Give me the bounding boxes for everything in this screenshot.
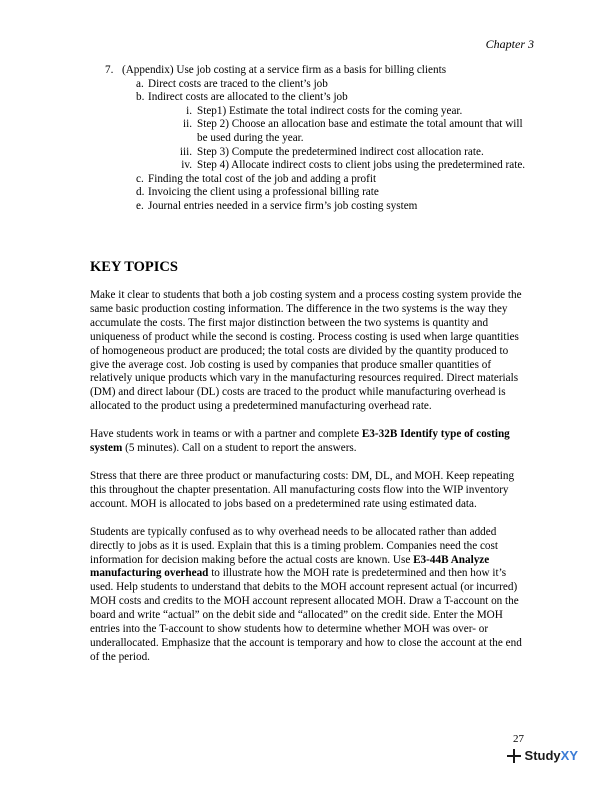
brand-logo (507, 748, 578, 763)
page-number: 27 (513, 733, 524, 745)
paragraph-text: to illustrate how the MOH rate is predetermined and then how it’s used. Help students to understand that debits to the MOH account represent actual (or incurred) MOH costs and credits to the MOH account represent allocated MOH. Draw a T-account on the board and write “actual” on the debit side and “allocated” on the credit side. Enter the MOH entries into the T-account to show students how to determine whether MOH was over- or underallocated. Emphasize that the account is temporary and how to close the account at the end of the period. (90, 567, 522, 663)
outline-text: Direct costs are traced to the client’s job (148, 77, 328, 90)
outline-item (90, 200, 530, 214)
outline-text: (Appendix) Use job costing at a service firm as a basis for billing clients (122, 64, 447, 76)
outline-marker: 7. (105, 64, 114, 76)
outline-item (90, 64, 530, 78)
outline-text: Journal entries needed in a service firm’s job costing system (148, 199, 418, 212)
paragraph-text: (5 minutes). Call on a student to report the answers. (122, 442, 357, 455)
outline-marker: ii. (182, 118, 192, 131)
outline-item (90, 78, 530, 92)
outline-item (90, 105, 530, 119)
chapter-header: Chapter 3 (485, 37, 534, 51)
paragraph-text: Students are typically confused as to why overhead needs to be allocated rather than added directly to jobs as it is used. Explain that this is a timing problem. Companies need the cost information for decision making before the actual costs are known. Use (90, 525, 498, 566)
exercise-reference: E3-32B Identify type of costing system (90, 428, 510, 455)
outline-marker: iii. (179, 145, 192, 158)
topic-outline (90, 64, 530, 214)
outline-text: Step 4) Allocate indirect costs to client jobs using the predetermined rate. (197, 159, 526, 172)
exercise-reference: E3-44B Analyze manufacturing overhead (90, 553, 490, 580)
outline-marker: a. (136, 77, 144, 90)
brand-name: StudyXY (524, 748, 578, 763)
paragraph: Stress that there are three product or manufacturing costs: DM, DL, and MOH. Keep repeating this throughout the chapter presentation. All manufacturing costs flow into the WIP inventory account. MOH is allocated to jobs based on a predetermined rate using estimated data. (90, 469, 515, 510)
outline-item (90, 159, 530, 173)
outline-item (90, 146, 530, 160)
outline-item (90, 173, 530, 187)
paragraph (90, 428, 526, 456)
body-text (90, 289, 526, 679)
outline-item (90, 91, 530, 105)
outline-marker: e. (136, 199, 144, 212)
outline-text: Indirect costs are allocated to the client’s job (148, 91, 348, 104)
outline-marker: b. (136, 91, 145, 104)
outline-marker: c. (136, 172, 144, 185)
paragraph-text: Have students work in teams or with a partner and complete (90, 428, 362, 441)
outline-marker: d. (136, 186, 145, 199)
section-title: KEY TOPICS (90, 259, 178, 275)
outline-item (90, 186, 530, 200)
outline-text: Step 3) Compute the predetermined indirect cost allocation rate. (197, 145, 484, 158)
outline-item (90, 118, 530, 145)
outline-text: Step1) Estimate the total indirect costs for the coming year. (197, 104, 463, 117)
outline-text: Step 2) Choose an allocation base and estimate the total amount that will be used during the year. (197, 118, 523, 144)
outline-marker: i. (186, 104, 192, 117)
outline-text: Finding the total cost of the job and adding a profit (148, 172, 377, 185)
paragraph (90, 526, 526, 665)
paragraph: Make it clear to students that both a job costing system and a process costing system provide the same basic production costing information. The difference in the two systems is the way they accumulate the costs. The first major distinction between the two systems is quantity and uniqueness of product while the second is costing. Process costing is used when large quantities of homogeneous product are produced; the total costs are divided by the quantity produced to give the average cost. Job costing is used by companies that produce smaller quantities of relatively unique products which vary in the manufacturing resources required. Direct materials (DM) and direct labour (DL) costs are traced to the product while manufacturing overhead is allocated to the product using a predetermined manufacturing overhead rate. (90, 289, 522, 413)
outline-marker: iv. (181, 159, 192, 172)
outline-text: Invoicing the client using a professional billing rate (148, 186, 379, 199)
plus-icon (507, 749, 521, 763)
